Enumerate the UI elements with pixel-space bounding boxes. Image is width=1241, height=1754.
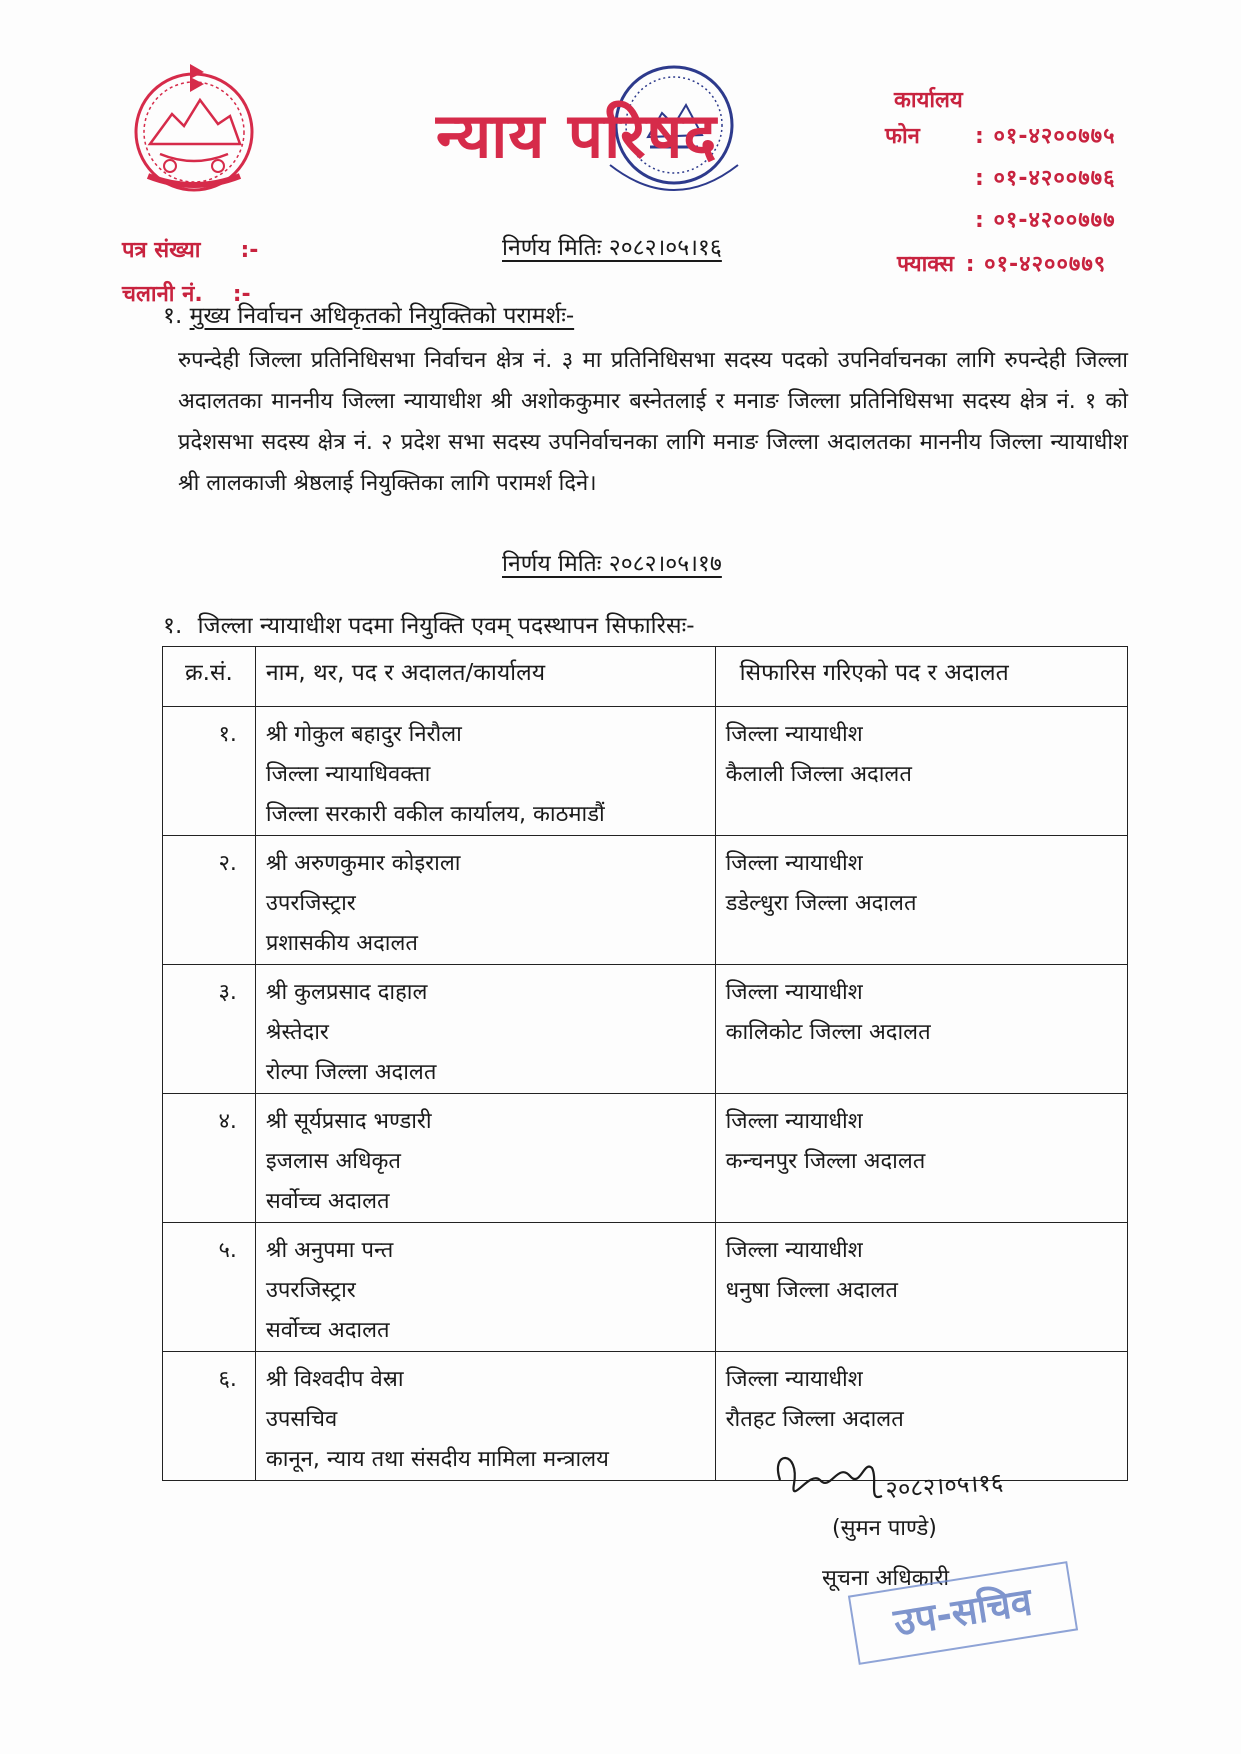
candidate-post: श्रेस्तेदार bbox=[265, 1020, 329, 1045]
phone-number: : ०१-४२००७७७ bbox=[975, 208, 1116, 233]
organization-title: न्याय परिषद bbox=[436, 99, 718, 172]
table-row bbox=[163, 965, 1128, 1094]
recommended-court: धनुषा जिल्ला अदालत bbox=[725, 1278, 898, 1303]
candidate-name: श्री गोकुल बहादुर निरौला bbox=[265, 722, 462, 747]
signatory-title: सूचना अधिकारी bbox=[822, 1566, 950, 1591]
recommendation-cell bbox=[715, 836, 1127, 965]
candidate-post: उपरजिस्ट्रार bbox=[265, 891, 356, 916]
phone-line-2 bbox=[975, 162, 1116, 192]
section2-number: १. bbox=[163, 613, 183, 639]
serial-number: १. bbox=[218, 722, 237, 747]
serial-cell bbox=[163, 1094, 256, 1223]
dispatch-number-label: चलानी नं. bbox=[122, 282, 203, 307]
header-name-post-office: नाम, थर, पद र अदालत/कार्यालय bbox=[255, 647, 715, 707]
candidate-name: श्री अरुणकुमार कोइराला bbox=[265, 851, 461, 876]
phone-line-1 bbox=[885, 120, 1116, 150]
recommended-court: कैलाली जिल्ला अदालत bbox=[725, 762, 912, 787]
candidate-name: श्री कुलप्रसाद दाहाल bbox=[265, 980, 428, 1005]
fax-label: फ्याक्स bbox=[897, 252, 955, 277]
serial-number: ५. bbox=[218, 1238, 237, 1263]
section2-heading bbox=[163, 608, 695, 640]
serial-number: २. bbox=[218, 851, 237, 876]
candidate-post: उपसचिव bbox=[265, 1407, 338, 1432]
section2-title: जिल्ला न्यायाधीश पदमा नियुक्ति एवम् पदस्थापन सिफारिसः- bbox=[197, 613, 695, 639]
recommendation-cell bbox=[715, 965, 1127, 1094]
serial-cell bbox=[163, 836, 256, 965]
candidate-office: रोल्पा जिल्ला अदालत bbox=[265, 1060, 437, 1085]
recommended-court: कन्चनपुर जिल्ला अदालत bbox=[725, 1149, 926, 1174]
nepal-emblem-logo bbox=[120, 58, 268, 198]
candidate-cell bbox=[255, 1094, 715, 1223]
candidate-cell bbox=[255, 965, 715, 1094]
deputy-secretary-stamp: उप-सचिव bbox=[848, 1561, 1078, 1665]
recommendation-cell bbox=[715, 707, 1127, 836]
table-header-row bbox=[163, 647, 1128, 707]
recommended-post: जिल्ला न्यायाधीश bbox=[725, 1367, 863, 1392]
decision-date-1: निर्णय मितिः २०८२।०५।१६ bbox=[502, 235, 722, 261]
candidate-office: कानून, न्याय तथा संसदीय मामिला मन्त्रालय bbox=[265, 1447, 609, 1472]
candidate-office: सर्वोच्च अदालत bbox=[265, 1189, 390, 1214]
candidate-office: प्रशासकीय अदालत bbox=[265, 931, 418, 956]
serial-number: ३. bbox=[218, 980, 237, 1005]
serial-number: ४. bbox=[218, 1109, 237, 1134]
section1-paragraph: रुपन्देही जिल्ला प्रतिनिधिसभा निर्वाचन क्षेत्र नं. ३ मा प्रतिनिधिसभा सदस्य पदको उपनिर्वाचनका लागि रुपन्देही जिल्ला अदालतका माननीय जिल्ला न्यायाधीश श्री अशोककुमार बस्नेतलाई र मनाङ जिल्ला प्रतिनिधिसभा सदस्य क्षेत्र नं. १ को प्रदेशसभा सदस्य क्षेत्र नं. २ प्रदेश सभा सदस्य उपनिर्वाचनका लागि मनाङ जिल्ला अदालतका माननीय जिल्ला न्यायाधीश श्री लालकाजी श्रेष्ठलाई नियुक्तिका लागि परामर्श दिने। bbox=[178, 348, 1128, 496]
candidate-name: श्री विश्वदीप वेस्रा bbox=[265, 1367, 404, 1392]
svg-text:२०८२।०५।१६: २०८२।०५।१६ bbox=[884, 1467, 1005, 1504]
letter-number-value: :- bbox=[240, 238, 259, 263]
header-serial: क्र.सं. bbox=[163, 647, 256, 707]
recommendation-cell bbox=[715, 1094, 1127, 1223]
candidate-name: श्री सूर्यप्रसाद भण्डारी bbox=[265, 1109, 432, 1134]
candidate-office: सर्वोच्च अदालत bbox=[265, 1318, 390, 1343]
recommendation-table bbox=[162, 646, 1128, 1481]
phone-label: फोन bbox=[885, 124, 920, 149]
candidate-cell bbox=[255, 1223, 715, 1352]
recommended-post: जिल्ला न्यायाधीश bbox=[725, 722, 863, 747]
candidate-cell bbox=[255, 1352, 715, 1481]
phone-line-3 bbox=[975, 204, 1116, 234]
dispatch-number-value: :- bbox=[232, 282, 251, 307]
recommended-court: डडेल्धुरा जिल्ला अदालत bbox=[725, 891, 917, 916]
fax-number: : ०१-४२००७७९ bbox=[965, 252, 1107, 277]
section1-title: मुख्य निर्वाचन अधिकृतको नियुक्तिको परामर्शः- bbox=[189, 303, 575, 329]
table-row bbox=[163, 1094, 1128, 1223]
letter-number-line bbox=[122, 234, 258, 264]
fax-line bbox=[897, 248, 1106, 278]
recommended-post: जिल्ला न्यायाधीश bbox=[725, 1109, 863, 1134]
candidate-office: जिल्ला सरकारी वकील कार्यालय, काठमाडौं bbox=[265, 802, 605, 827]
candidate-post: इजलास अधिकृत bbox=[265, 1149, 401, 1174]
serial-cell bbox=[163, 965, 256, 1094]
handwritten-signature bbox=[760, 1440, 1060, 1520]
office-label: कार्यालय bbox=[894, 88, 963, 113]
recommended-court: कालिकोट जिल्ला अदालत bbox=[725, 1020, 931, 1045]
candidate-post: जिल्ला न्यायाधिवक्ता bbox=[265, 762, 431, 787]
table-row bbox=[163, 836, 1128, 965]
serial-cell bbox=[163, 1223, 256, 1352]
table-row bbox=[163, 1223, 1128, 1352]
recommendation-cell bbox=[715, 1223, 1127, 1352]
signatory-name: (सुमन पाण्डे) bbox=[832, 1516, 937, 1541]
phone-number: : ०१-४२००७७५ bbox=[975, 124, 1116, 149]
serial-cell bbox=[163, 1352, 256, 1481]
recommended-post: जिल्ला न्यायाधीश bbox=[725, 980, 863, 1005]
candidate-cell bbox=[255, 707, 715, 836]
section1-heading bbox=[163, 298, 574, 330]
serial-number: ६. bbox=[218, 1367, 237, 1392]
letter-number-label: पत्र संख्या bbox=[122, 238, 201, 263]
candidate-cell bbox=[255, 836, 715, 965]
table-row bbox=[163, 707, 1128, 836]
phone-number: : ०१-४२००७७६ bbox=[975, 166, 1116, 191]
serial-cell bbox=[163, 707, 256, 836]
decision-date-2: निर्णय मितिः २०८२।०५।१७ bbox=[502, 551, 722, 577]
recommended-post: जिल्ला न्यायाधीश bbox=[725, 1238, 863, 1263]
recommended-court: रौतहट जिल्ला अदालत bbox=[725, 1407, 904, 1432]
section1-number: १. bbox=[163, 303, 183, 329]
header-recommended-post: सिफारिस गरिएको पद र अदालत bbox=[715, 647, 1127, 707]
candidate-post: उपरजिस्ट्रार bbox=[265, 1278, 356, 1303]
recommended-post: जिल्ला न्यायाधीश bbox=[725, 851, 863, 876]
candidate-name: श्री अनुपमा पन्त bbox=[265, 1238, 394, 1263]
